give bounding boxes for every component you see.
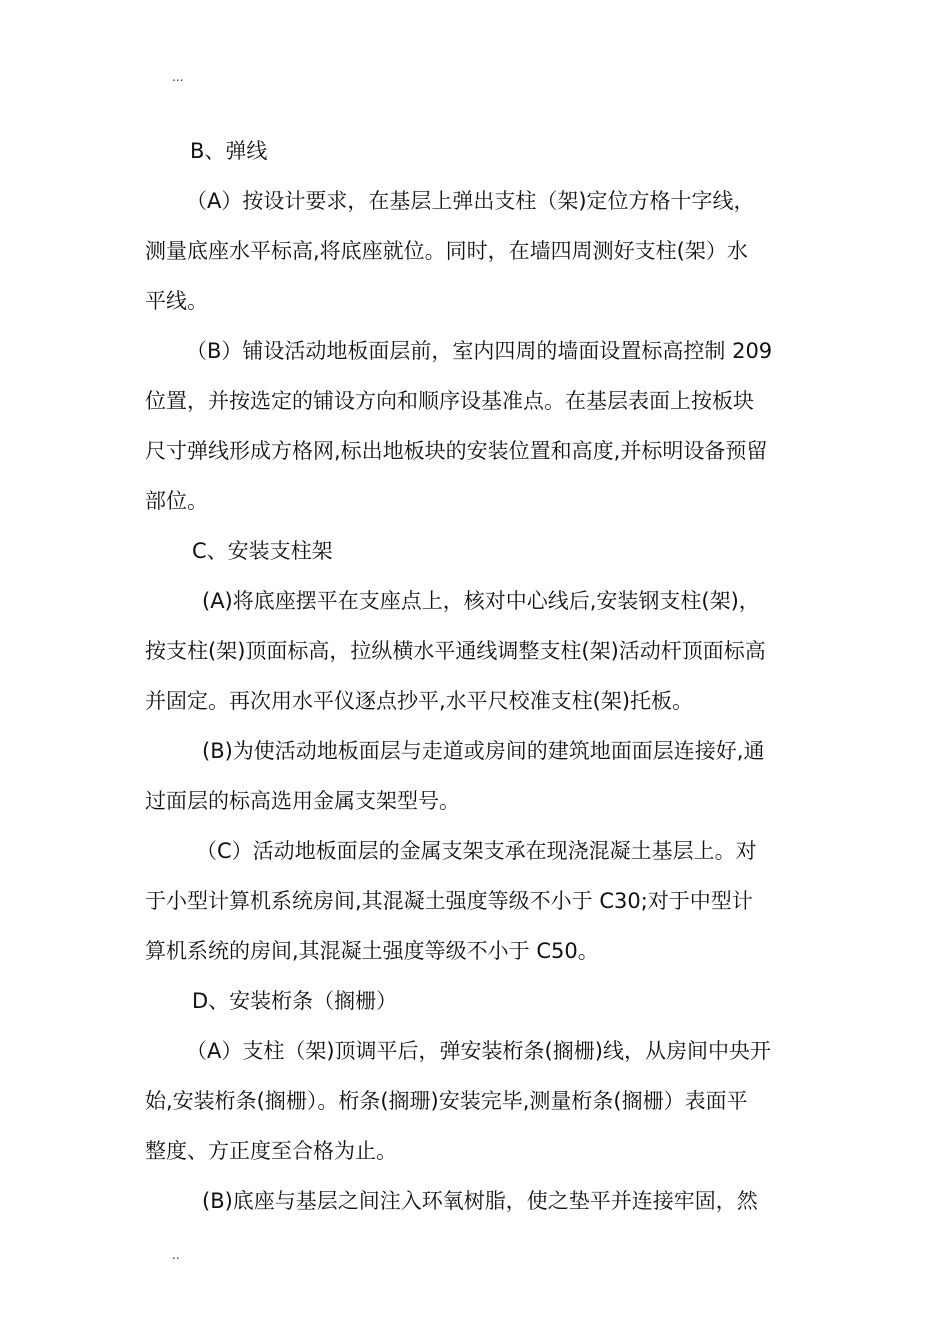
paragraph-c-b-line-1: (B)为使活动地板面层与走道或房间的建筑地面面层连接好,通 bbox=[202, 739, 765, 763]
paragraph-c-a-line-3: 并固定。再次用水平仪逐点抄平,水平尺校准支柱(架)托板。 bbox=[145, 689, 694, 713]
paragraph-c-c-line-3: 算机系统的房间,其混凝土强度等级不小于 C50。 bbox=[145, 939, 599, 963]
paragraph-b-b-line-3: 尺寸弹线形成方格网,标出地板块的安装位置和高度,并标明设备预留 bbox=[145, 439, 768, 463]
paragraph-b-b-line-2: 位置，并按选定的铺设方向和顺序设基准点。在基层表面上按板块 bbox=[145, 389, 754, 413]
paragraph-c-c-line-1: （C）活动地板面层的金属支架支承在现浇混凝土基层上。对 bbox=[196, 839, 757, 863]
paragraph-d-a-line-2: 始,安装桁条(搁栅）。桁条(搁珊)安装完毕,测量桁条(搁栅）表面平 bbox=[145, 1089, 748, 1113]
heading-b-line-marking: B、弹线 bbox=[190, 139, 268, 163]
paragraph-b-a-line-3: 平线。 bbox=[145, 289, 208, 313]
paragraph-d-a-line-1: （A）支柱（架)顶调平后，弹安装桁条(搁栅)线，从房间中央开 bbox=[186, 1039, 771, 1063]
paragraph-b-b-line-4: 部位。 bbox=[145, 489, 208, 513]
paragraph-d-a-line-3: 整度、方正度至合格为止。 bbox=[145, 1139, 397, 1163]
paragraph-c-a-line-1: (A)将底座摆平在支座点上，核对中心线后,安装钢支柱(架)， bbox=[202, 589, 760, 613]
paragraph-d-b-line-1: (B)底座与基层之间注入环氧树脂，使之垫平并连接牢固，然 bbox=[202, 1189, 758, 1213]
footer-mark: .. bbox=[172, 1248, 180, 1262]
paragraph-c-b-line-2: 过面层的标高选用金属支架型号。 bbox=[145, 789, 460, 813]
heading-c-install-support: C、安装支柱架 bbox=[192, 539, 333, 563]
paragraph-c-a-line-2: 按支柱(架)顶面标高，拉纵横水平通线调整支柱(架)活动杆顶面标高 bbox=[145, 639, 766, 663]
paragraph-b-a-line-1: （A）按设计要求，在基层上弹出支柱（架)定位方格十字线， bbox=[186, 189, 755, 213]
paragraph-b-b-line-1: （B）铺设活动地板面层前，室内四周的墙面设置标高控制 209 bbox=[186, 339, 773, 363]
paragraph-b-a-line-2: 测量底座水平标高,将底座就位。同时，在墙四周测好支柱(架）水 bbox=[145, 239, 748, 263]
header-mark: ... bbox=[172, 70, 184, 84]
heading-d-install-joists: D、安装桁条（搁栅） bbox=[192, 989, 398, 1013]
paragraph-c-c-line-2: 于小型计算机系统房间,其混凝土强度等级不小于 C30;对于中型计 bbox=[145, 889, 753, 913]
